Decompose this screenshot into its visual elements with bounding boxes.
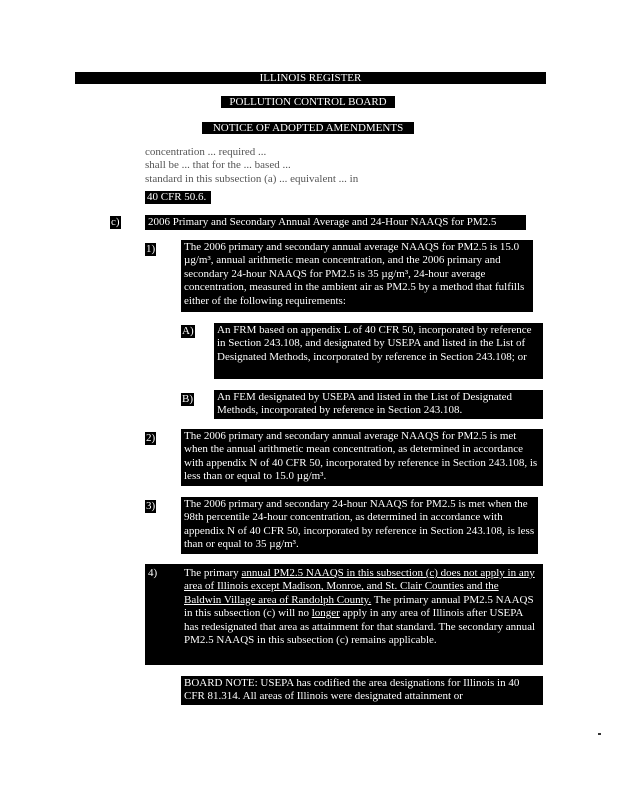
board-note: BOARD NOTE: USEPA has codified the area designations for Illinois in 40 CFR 81.314. All areas of Illinois were designated attainment or (181, 676, 543, 705)
section-c-heading: 2006 Primary and Secondary Annual Average and 24-Hour NAAQS for PM2.5 (145, 215, 526, 230)
item-4-block (145, 564, 543, 665)
item-2-label: 2) (146, 432, 156, 444)
board-header: POLLUTION CONTROL BOARD (221, 96, 395, 108)
item-a-label: A) (182, 325, 194, 337)
item-4-post: apply in any area of Illinois after USEPA has redesignated that area as attainment for that standard. The secondary annual PM2.5 NAAQS in this subsection (c) remains applicable. (184, 607, 536, 647)
item-1-label: 1) (146, 243, 156, 255)
item-b-text: An FEM designated by USEPA and listed in the List of Designated Methods, incorporated by reference in Section 243.108. (214, 390, 543, 419)
intro-line-2: shall be ... that for the ... based ... (145, 159, 291, 172)
section-c-label: c) (111, 216, 120, 228)
item-1-text: The 2006 primary and secondary annual average NAAQS for PM2.5 is 15.0 µg/m³, annual arithmetic mean concentration, and the 2006 primary and secondary 24-hour NAAQS for PM2.5 is 35 µg/m³, 24-hour average concentration, measured in the ambient air as PM2.5 by a method that fulfills either of the following requirements: (181, 240, 533, 312)
item-a-text: An FRM based on appendix L of 40 CFR 50, incorporated by reference in Section 243.108, and designated by USEPA and listed in the List of Designated Methods, incorporated by reference in Section 243.108; or (214, 323, 543, 379)
item-4-underlined-2: longer (311, 607, 340, 620)
notice-header: NOTICE OF ADOPTED AMENDMENTS (202, 122, 414, 134)
intro-line-4: 40 CFR 50.6. (145, 191, 211, 204)
item-4-pre: The primary (184, 567, 242, 579)
intro-paragraph (145, 146, 545, 186)
item-4-text (181, 566, 541, 648)
register-header: ILLINOIS REGISTER (75, 72, 546, 84)
scan-speck (598, 733, 601, 735)
item-4-label: 4) (148, 567, 158, 579)
intro-line-3: standard in this subsection (a) ... equivalent ... in (145, 172, 359, 185)
item-4-mid: The primary annual PM2.5 NAAQS in this subsection (c) will no (184, 593, 534, 620)
item-2-text: The 2006 primary and secondary annual average NAAQS for PM2.5 is met when the annual arithmetic mean concentration, as determined in accordance with appendix N of 40 CFR 50, incorporated by reference in Section 243.108, is less than or equal to 15.0 µg/m³. (181, 429, 543, 486)
item-4-underlined-1: annual PM2.5 NAAQS in this subsection (c) does not apply in any area of Illinois except Madison, Monroe, and St. Clair Counties and the Baldwin Village area of Randolph County. (184, 567, 535, 606)
item-b-label: B) (182, 393, 193, 405)
intro-line-1: concentration ... required ... (145, 146, 267, 158)
item-3-text: The 2006 primary and secondary 24-hour NAAQS for PM2.5 is met when the 98th percentile 24-hour concentration, as determined in accordance with appendix N of 40 CFR 50, incorporated by reference in Section 243.108, is less than or equal to 35 µg/m³. (181, 497, 538, 554)
item-3-label: 3) (146, 500, 156, 512)
